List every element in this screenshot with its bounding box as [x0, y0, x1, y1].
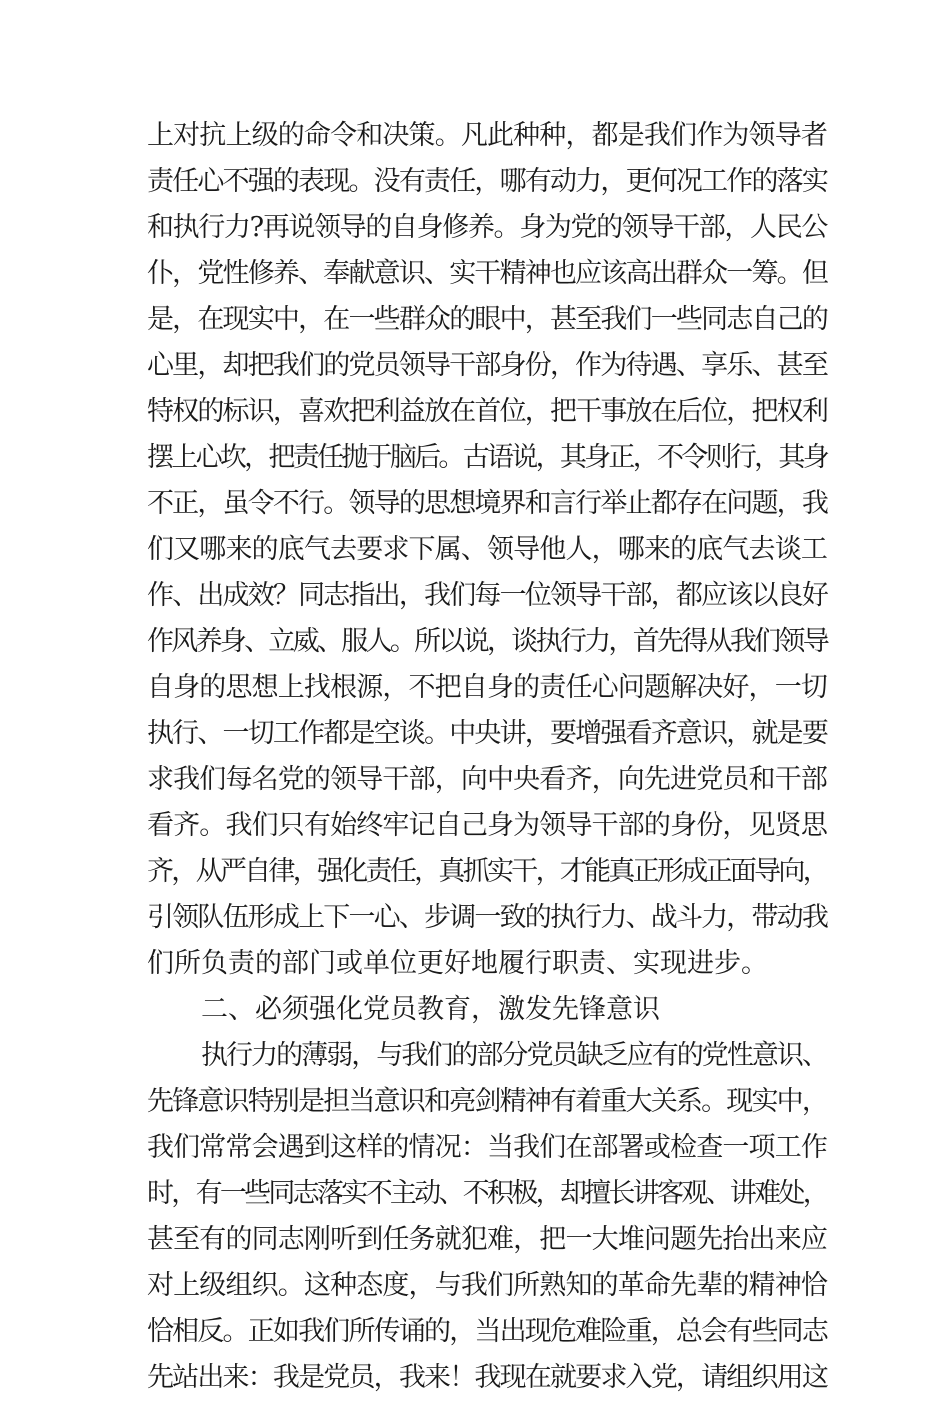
text-line: 作、出成效？同志指出，我们每一位领导干部，都应该以良好 — [147, 580, 827, 611]
text-line: 时，有一些同志落实不主动、不积极，却擅长讲客观、讲难处， — [147, 1178, 827, 1209]
text-line: 齐，从严自律，强化责任，真抓实干，才能真正形成正面导向， — [147, 856, 827, 887]
text-line: 对上级组织。这种态度，与我们所熟知的革命先辈的精神恰 — [147, 1270, 827, 1301]
text-line: 们所负责的部门或单位更好地履行职责、实现进步。 — [147, 948, 768, 979]
text-line: 责任心不强的表现。没有责任，哪有动力，更何况工作的落实 — [147, 166, 827, 197]
text-line: 自身的思想上找根源，不把自身的责任心问题解决好，一切 — [147, 672, 827, 703]
paragraph-first-line: 执行力的薄弱，与我们的部分党员缺乏应有的党性意识、 — [201, 1040, 827, 1071]
document-body — [147, 113, 827, 1401]
text-line: 我们常常会遇到这样的情况：当我们在部署或检查一项工作 — [147, 1132, 827, 1163]
text-line: 执行、一切工作都是空谈。中央讲，要增强看齐意识，就是要 — [147, 718, 827, 749]
text-line: 看齐。我们只有始终牢记自己身为领导干部的身份，见贤思 — [147, 810, 827, 841]
text-line: 和执行力?再说领导的自身修养。身为党的领导干部，人民公 — [147, 212, 827, 243]
text-line: 恰相反。正如我们所传诵的，当出现危难险重，总会有些同志 — [147, 1316, 827, 1347]
text-line: 作风养身、立威、服人。所以说，谈执行力，首先得从我们领导 — [147, 626, 827, 657]
text-line: 是，在现实中，在一些群众的眼中，甚至我们一些同志自己的 — [147, 304, 827, 335]
text-line: 求我们每名党的领导干部，向中央看齐，向先进党员和干部 — [147, 764, 827, 795]
text-line: 仆，党性修养、奉献意识、实干精神也应该高出群众一筹。但 — [147, 258, 827, 289]
text-line: 上对抗上级的命令和决策。凡此种种，都是我们作为领导者 — [147, 120, 827, 151]
text-line: 先站出来：我是党员，我来！我现在就要求入党，请组织用这 — [147, 1362, 827, 1393]
text-line: 甚至有的同志刚听到任务就犯难，把一大堆问题先抬出来应 — [147, 1224, 827, 1255]
text-line: 特权的标识，喜欢把利益放在首位，把干事放在后位，把权利 — [147, 396, 827, 427]
text-line: 先锋意识特别是担当意识和亮剑精神有着重大关系。现实中， — [147, 1086, 827, 1117]
text-line: 不正，虽令不行。领导的思想境界和言行举止都存在问题，我 — [147, 488, 827, 519]
text-line: 摆上心坎，把责任抛于脑后。古语说，其身正，不令则行，其身 — [147, 442, 827, 473]
section-heading: 二、必须强化党员教育，激发先锋意识 — [201, 994, 660, 1025]
text-line: 引领队伍形成上下一心、步调一致的执行力、战斗力，带动我 — [147, 902, 827, 933]
text-line: 心里，却把我们的党员领导干部身份，作为待遇、享乐、甚至 — [147, 350, 827, 381]
text-line: 们又哪来的底气去要求下属、领导他人，哪来的底气去谈工 — [147, 534, 827, 565]
